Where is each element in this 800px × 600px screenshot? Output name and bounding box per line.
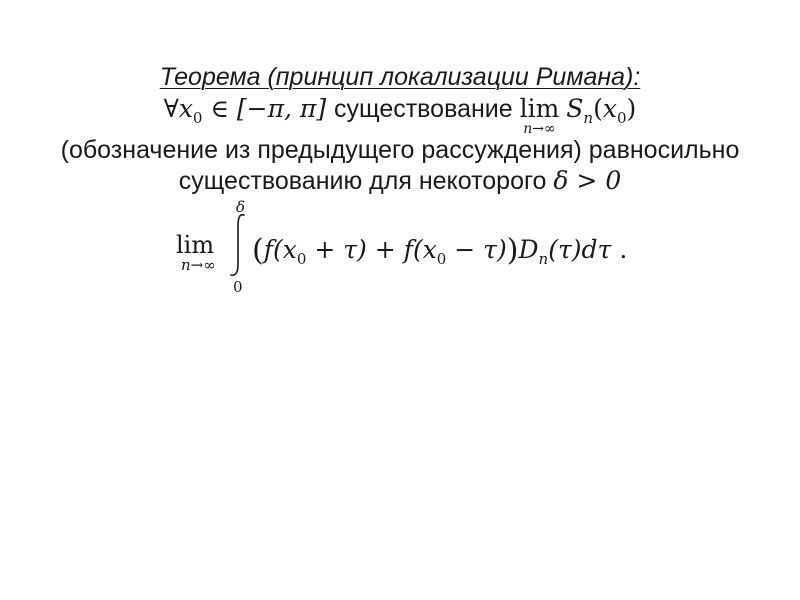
paren-close: )	[626, 94, 637, 123]
condition-text: существованию для некоторого	[178, 167, 554, 195]
subscript-0: 0	[192, 109, 203, 127]
delta-condition: δ > 0	[553, 166, 622, 195]
dirichlet-kernel-D: D	[518, 235, 539, 264]
arg2-rest: − τ)	[446, 235, 507, 264]
func-f-2: f	[403, 235, 413, 264]
func-f-1: f	[263, 235, 273, 264]
lim-subscript: n→∞	[523, 121, 556, 137]
equivalence-line: (обозначение из предыдущего рассуждения) равносильно	[60, 136, 740, 164]
forall-symbol: ∀	[163, 94, 179, 123]
var-x: x	[178, 94, 193, 123]
lim-word: lim	[519, 94, 560, 123]
big-paren-open: (	[252, 233, 264, 268]
existence-text: существование	[334, 95, 520, 123]
arg-subscript-0: 0	[616, 109, 627, 127]
formula-lim-subscript: n→∞	[181, 256, 216, 274]
limit-operator	[519, 94, 560, 137]
arg1-x: (x	[272, 235, 297, 264]
theorem-title: Теорема (принцип локализации Римана):	[159, 63, 641, 91]
formula-lim-word: lim	[176, 231, 215, 259]
integral-lower-limit: 0	[233, 278, 243, 296]
interval-expression: ∈ [−π, π]	[202, 94, 335, 123]
formula-period: .	[611, 235, 628, 264]
arg1-subscript: 0	[296, 250, 307, 268]
integrand	[252, 234, 627, 268]
theorem-statement-line	[0, 94, 800, 137]
arg1-rest: + τ)	[306, 235, 367, 264]
arg-x: x	[602, 94, 617, 123]
paren-open: (	[593, 94, 603, 123]
integral-formula	[0, 198, 800, 298]
kernel-argument: (τ)dτ	[548, 235, 612, 264]
condition-line	[0, 166, 800, 196]
subscript-n: n	[583, 109, 594, 127]
plus-sign: +	[366, 235, 404, 264]
arg2-subscript: 0	[436, 250, 447, 268]
integral-sign-icon	[227, 212, 249, 278]
kernel-subscript-n: n	[538, 250, 549, 268]
arg2-x: (x	[412, 235, 437, 264]
integral-upper-limit: δ	[236, 198, 246, 216]
var-S: S	[566, 94, 584, 123]
big-paren-close: )	[506, 233, 519, 268]
